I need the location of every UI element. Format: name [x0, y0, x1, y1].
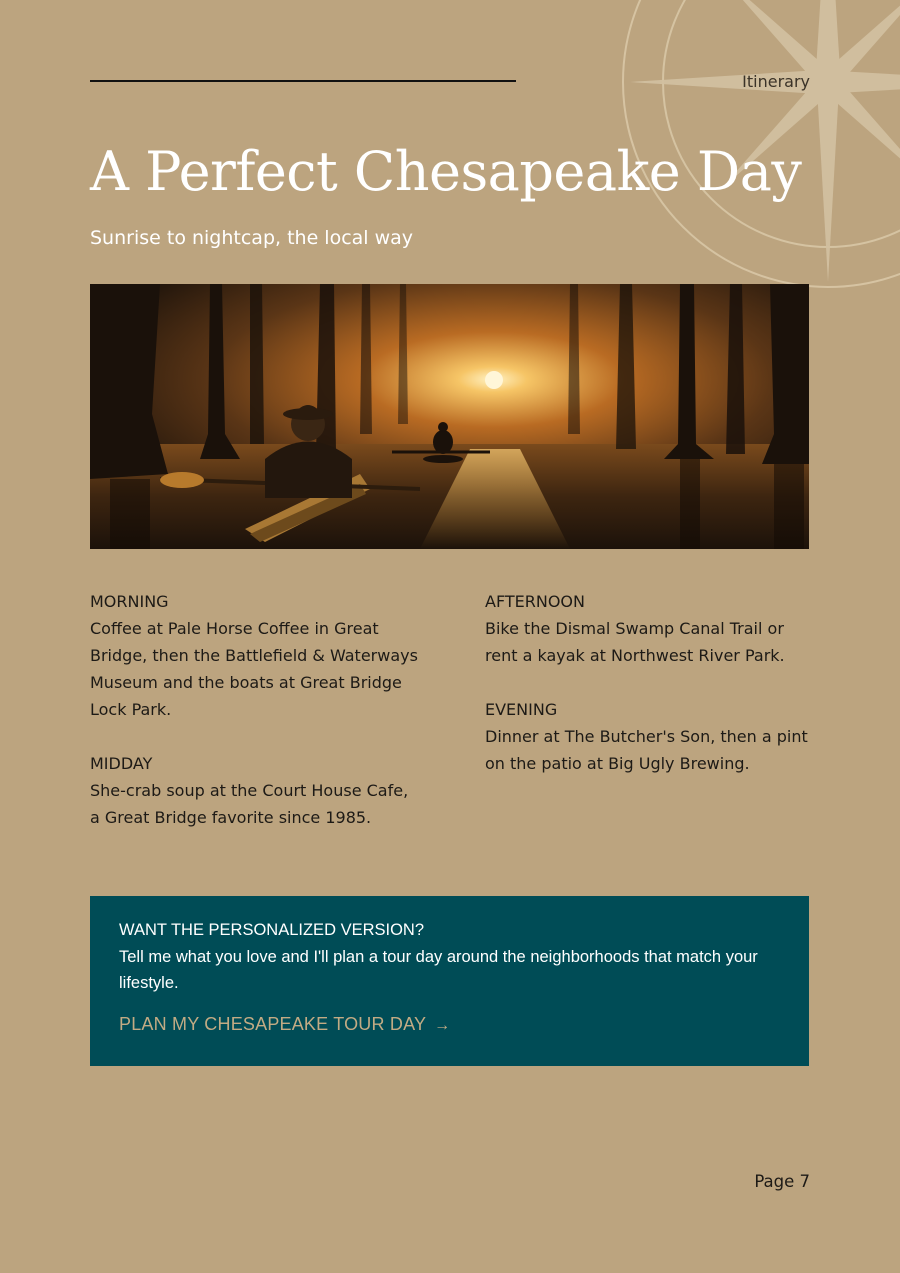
cta-heading: WANT THE PERSONALIZED VERSION? — [119, 921, 425, 939]
itinerary-evening — [485, 696, 810, 777]
page-title: A Perfect Chesapeake Day — [90, 140, 802, 203]
midday-text: She-crab soup at the Court House Cafe, a Great Bridge favorite since 1985. — [90, 781, 409, 827]
section-label: Itinerary — [742, 72, 810, 91]
afternoon-text: Bike the Dismal Swamp Canal Trail or rent a kayak at Northwest River Park. — [485, 619, 785, 665]
morning-heading: MORNING — [90, 592, 169, 611]
plan-tour-link[interactable] — [119, 1014, 450, 1035]
cta-text: Tell me what you love and I'll plan a tour day around the neighborhoods that match your lifestyle. — [119, 948, 758, 992]
itinerary-left-column — [90, 588, 420, 858]
arrow-right-icon: → — [434, 1017, 451, 1034]
itinerary-midday — [90, 750, 420, 831]
page-subtitle: Sunrise to nightcap, the local way — [90, 227, 414, 249]
plan-tour-link-label: PLAN MY CHESAPEAKE TOUR DAY — [119, 1014, 427, 1034]
afternoon-heading: AFTERNOON — [485, 592, 585, 611]
itinerary-afternoon — [485, 588, 810, 669]
page-number: Page 7 — [754, 1172, 810, 1191]
cta-box — [90, 896, 809, 1066]
hero-photo — [90, 284, 809, 549]
header-rule — [90, 80, 516, 82]
midday-heading: MIDDAY — [90, 754, 153, 773]
morning-text: Coffee at Pale Horse Coffee in Great Bridge, then the Battlefield & Waterways Museum and the boats at Great Bridge Lock Park. — [90, 619, 418, 719]
itinerary-right-column — [485, 588, 810, 804]
evening-text: Dinner at The Butcher's Son, then a pint on the patio at Big Ugly Brewing. — [485, 727, 808, 773]
itinerary-morning — [90, 588, 420, 723]
evening-heading: EVENING — [485, 700, 558, 719]
